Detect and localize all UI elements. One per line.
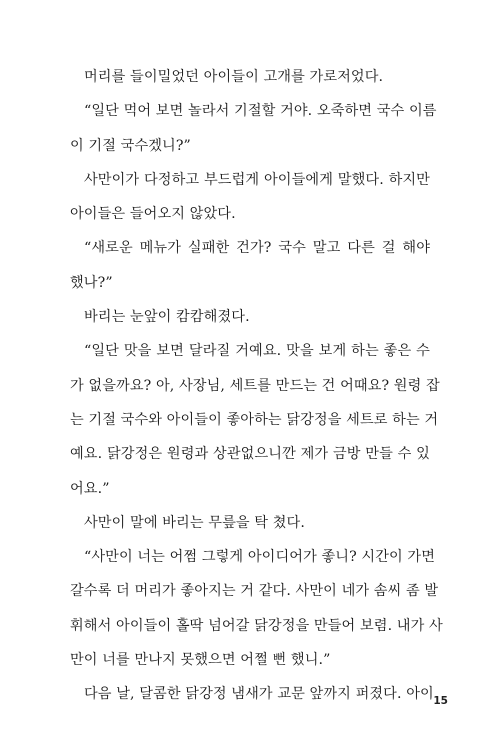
page-number: 15 (433, 695, 448, 707)
text-line: 휘해서 아이들이 홀딱 넘어갈 닭강정을 만들어 보렴. 내가 사 (70, 617, 443, 634)
text-line: 바리는 눈앞이 캄캄해졌다. (84, 309, 250, 326)
text-line: 다음 날, 달콤한 닭강정 냄새가 교문 앞까지 퍼졌다. 아이 (84, 686, 434, 703)
text-line: 예요. 닭강정은 원령과 상관없으니깐 제가 금방 만들 수 있 (70, 446, 430, 463)
text-line: 갈수록 더 머리가 좋아지는 거 같다. 사만이 네가 솜씨 좀 발 (70, 583, 439, 600)
text-line: 이 기절 국수겠니?” (70, 137, 191, 154)
text-line: 머리를 들이밀었던 아이들이 고개를 가로저었다. (84, 69, 384, 85)
text-line: 는 기절 국수와 아이들이 좋아하는 닭강정을 세트로 하는 거 (70, 411, 439, 428)
text-line: 어요.” (70, 480, 110, 497)
text-line: “사만이 너는 어쩜 그렇게 아이디어가 좋니? 시간이 가면 (84, 549, 436, 566)
text-line: 가 없을까요? 아, 사장님, 세트를 만드는 건 어때요? 원령 잡 (70, 377, 440, 394)
text-line: “일단 맛을 보면 달라질 거예요. 맛을 보게 하는 좋은 수 (84, 343, 430, 360)
text-line: “새로운 메뉴가 실패한 건가? 국수 말고 다른 걸 해야 (84, 240, 430, 257)
text-line: 사만이가 다정하고 부드럽게 아이들에게 말했다. 하지만 (84, 171, 430, 188)
text-line: “일단 먹어 보면 놀라서 기절할 거야. 오죽하면 국수 이름 (84, 103, 437, 120)
text-line: 했나?” (70, 274, 113, 291)
text-line: 아이들은 들어오지 않았다. (70, 206, 236, 223)
text-line: 만이 너를 만나지 못했으면 어쩔 뻔 했니.” (70, 652, 331, 669)
text-line: 사만이 말에 바리는 무릎을 탁 쳤다. (84, 514, 305, 531)
